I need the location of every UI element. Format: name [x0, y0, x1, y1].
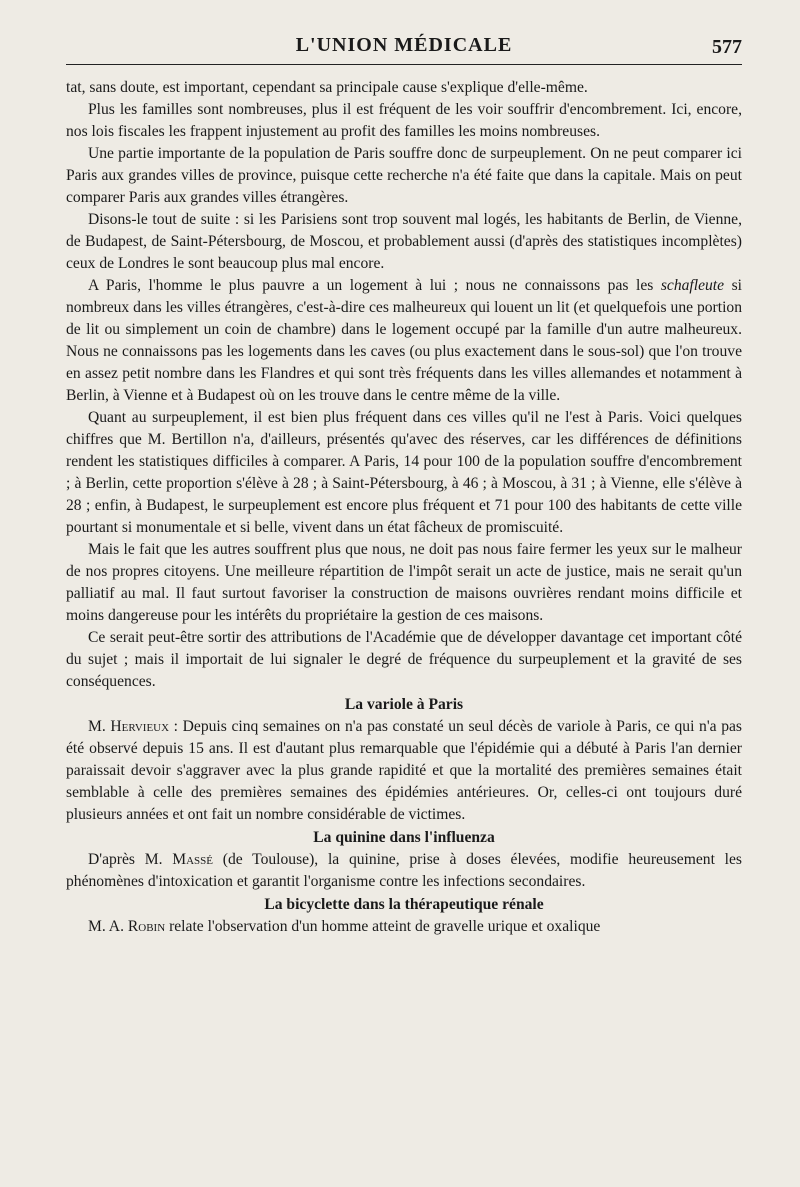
section-title: La variole à Paris	[344, 696, 464, 713]
paragraph: Disons-le tout de suite : si les Parisiens sont trop souvent mal logés, les habitants de Berlin, de Vienne, de Budapest, de Saint-Pétersbourg, de Moscou, et probablement aussi (d'après des statistiques incomplètes) ceux de Londres le sont beaucoup plus mal encore.	[66, 211, 742, 272]
paragraph: Une partie importante de la population de Paris souffre donc de surpeuplement. On ne peut comparer ici Paris aux grandes villes de province, puisque cette recherche n'a été faite que dans la capitale. Mais on peut comparer Paris aux grandes villes étrangères.	[66, 145, 742, 206]
running-head	[66, 30, 742, 64]
paragraph-text: A Paris, l'homme le plus pauvre a un logement à lui ; nous ne connaissons pas les	[88, 277, 661, 294]
paragraph-text: (de Toulouse), la quinine, prise à doses élevées, modifie heureusement les phénomènes d'intoxication et garantit l'organisme contre les infections secondaires.	[66, 851, 742, 890]
italic-term: schafleute	[660, 277, 725, 294]
section-paragraph	[66, 716, 742, 826]
paragraph-text: si nombreux dans les villes étrangères, c'est-à-dire ces malheureux qui louent un lit (et quelquefois une portion de lit ou simplement un coin de chambre) dans le logement occupé par la famille d'un autre malheureux. Nous ne connaissons pas les logements dans les caves (ou plus exactement dans le sous-sol) que l'on trouve en assez petit nombre dans les Flandres et qui sont très fréquents dans les villes allemandes et notamment à Berlin, à Vienne et à Budapest où on les trouve dans le centre même de la ville.	[66, 277, 742, 404]
header-rule	[66, 64, 742, 65]
section-paragraph	[66, 916, 742, 938]
article-body	[66, 77, 742, 938]
paragraph: tat, sans doute, est important, cependant sa principale cause s'explique d'elle-même.	[66, 79, 588, 96]
speaker-name: M. Hervieux :	[88, 718, 179, 735]
page-number: 577	[712, 36, 742, 58]
paragraph-text: relate l'observation d'un homme atteint de gravelle urique et oxalique	[165, 918, 601, 935]
paragraph: Ce serait peut-être sortir des attributions de l'Académie que de développer davantage cet important côté du sujet ; mais il importait de lui signaler le degré de fréquence du surpeuplement et la gravité de ses conséquences.	[66, 629, 742, 690]
paragraph	[66, 275, 742, 407]
speaker-name: Robin	[127, 918, 166, 935]
journal-title: L'UNION MÉDICALE	[295, 34, 513, 56]
paragraph-text: D'après M.	[88, 851, 173, 868]
section-title: La quinine dans l'influenza	[313, 829, 495, 846]
section-paragraph	[66, 849, 742, 893]
paragraph: Plus les familles sont nombreuses, plus il est fréquent de les voir souffrir d'encombrement. Ici, encore, nos lois fiscales les frappent injustement au profit des familles les moins nombreuses.	[66, 101, 742, 140]
section-title: La bicyclette dans la thérapeutique rénale	[264, 896, 544, 913]
paragraph: Quant au surpeuplement, il est bien plus fréquent dans ces villes qu'il ne l'est à Paris. Voici quelques chiffres que M. Bertillon n'a, d'ailleurs, présentés qu'avec des réserves, car les différences de définitions rendent les statistiques difficiles à comparer. A Paris, 14 pour 100 de la population souffre d'encombrement ; à Berlin, cette proportion s'élève à 28 ; à Saint-Pétersbourg, à 46 ; à Moscou, à 31 ; à Vienne, elle s'élève à 28 ; enfin, à Budapest, le surpeuplement est encore plus fréquent et 71 pour 100 des habitants de cette ville pourtant si monumentale et si belle, vivent dans un état fâcheux de promiscuité.	[66, 409, 742, 536]
paragraph: Mais le fait que les autres souffrent plus que nous, ne doit pas nous faire fermer les yeux sur le malheur de nos propres citoyens. Une meilleure répartition de l'impôt serait un acte de justice, mais ne serait qu'un palliatif au mal. Il faut surtout favoriser la construction de maisons ouvrières rendant moins difficile et moins dangereuse pour les intérêts du propriétaire la gestion de ces maisons.	[66, 541, 742, 624]
paragraph-text: Depuis cinq semaines on n'a pas constaté un seul décès de variole à Paris, ce qui n'a pas été observé depuis 15 ans. Il est d'autant plus remarquable que l'épidémie qui a débuté à Paris l'an dernier paraissait devoir s'aggraver avec la plus grande rapidité et que la mortalité des premières semaines était semblable à celle des premières semaines des épidémies antérieures. Or, celles-ci ont toujours duré plusieurs années et ont fait un nombre considérable de victimes.	[66, 718, 742, 823]
speaker-name: Massé	[172, 851, 214, 868]
paragraph-text: M. A.	[88, 918, 128, 935]
